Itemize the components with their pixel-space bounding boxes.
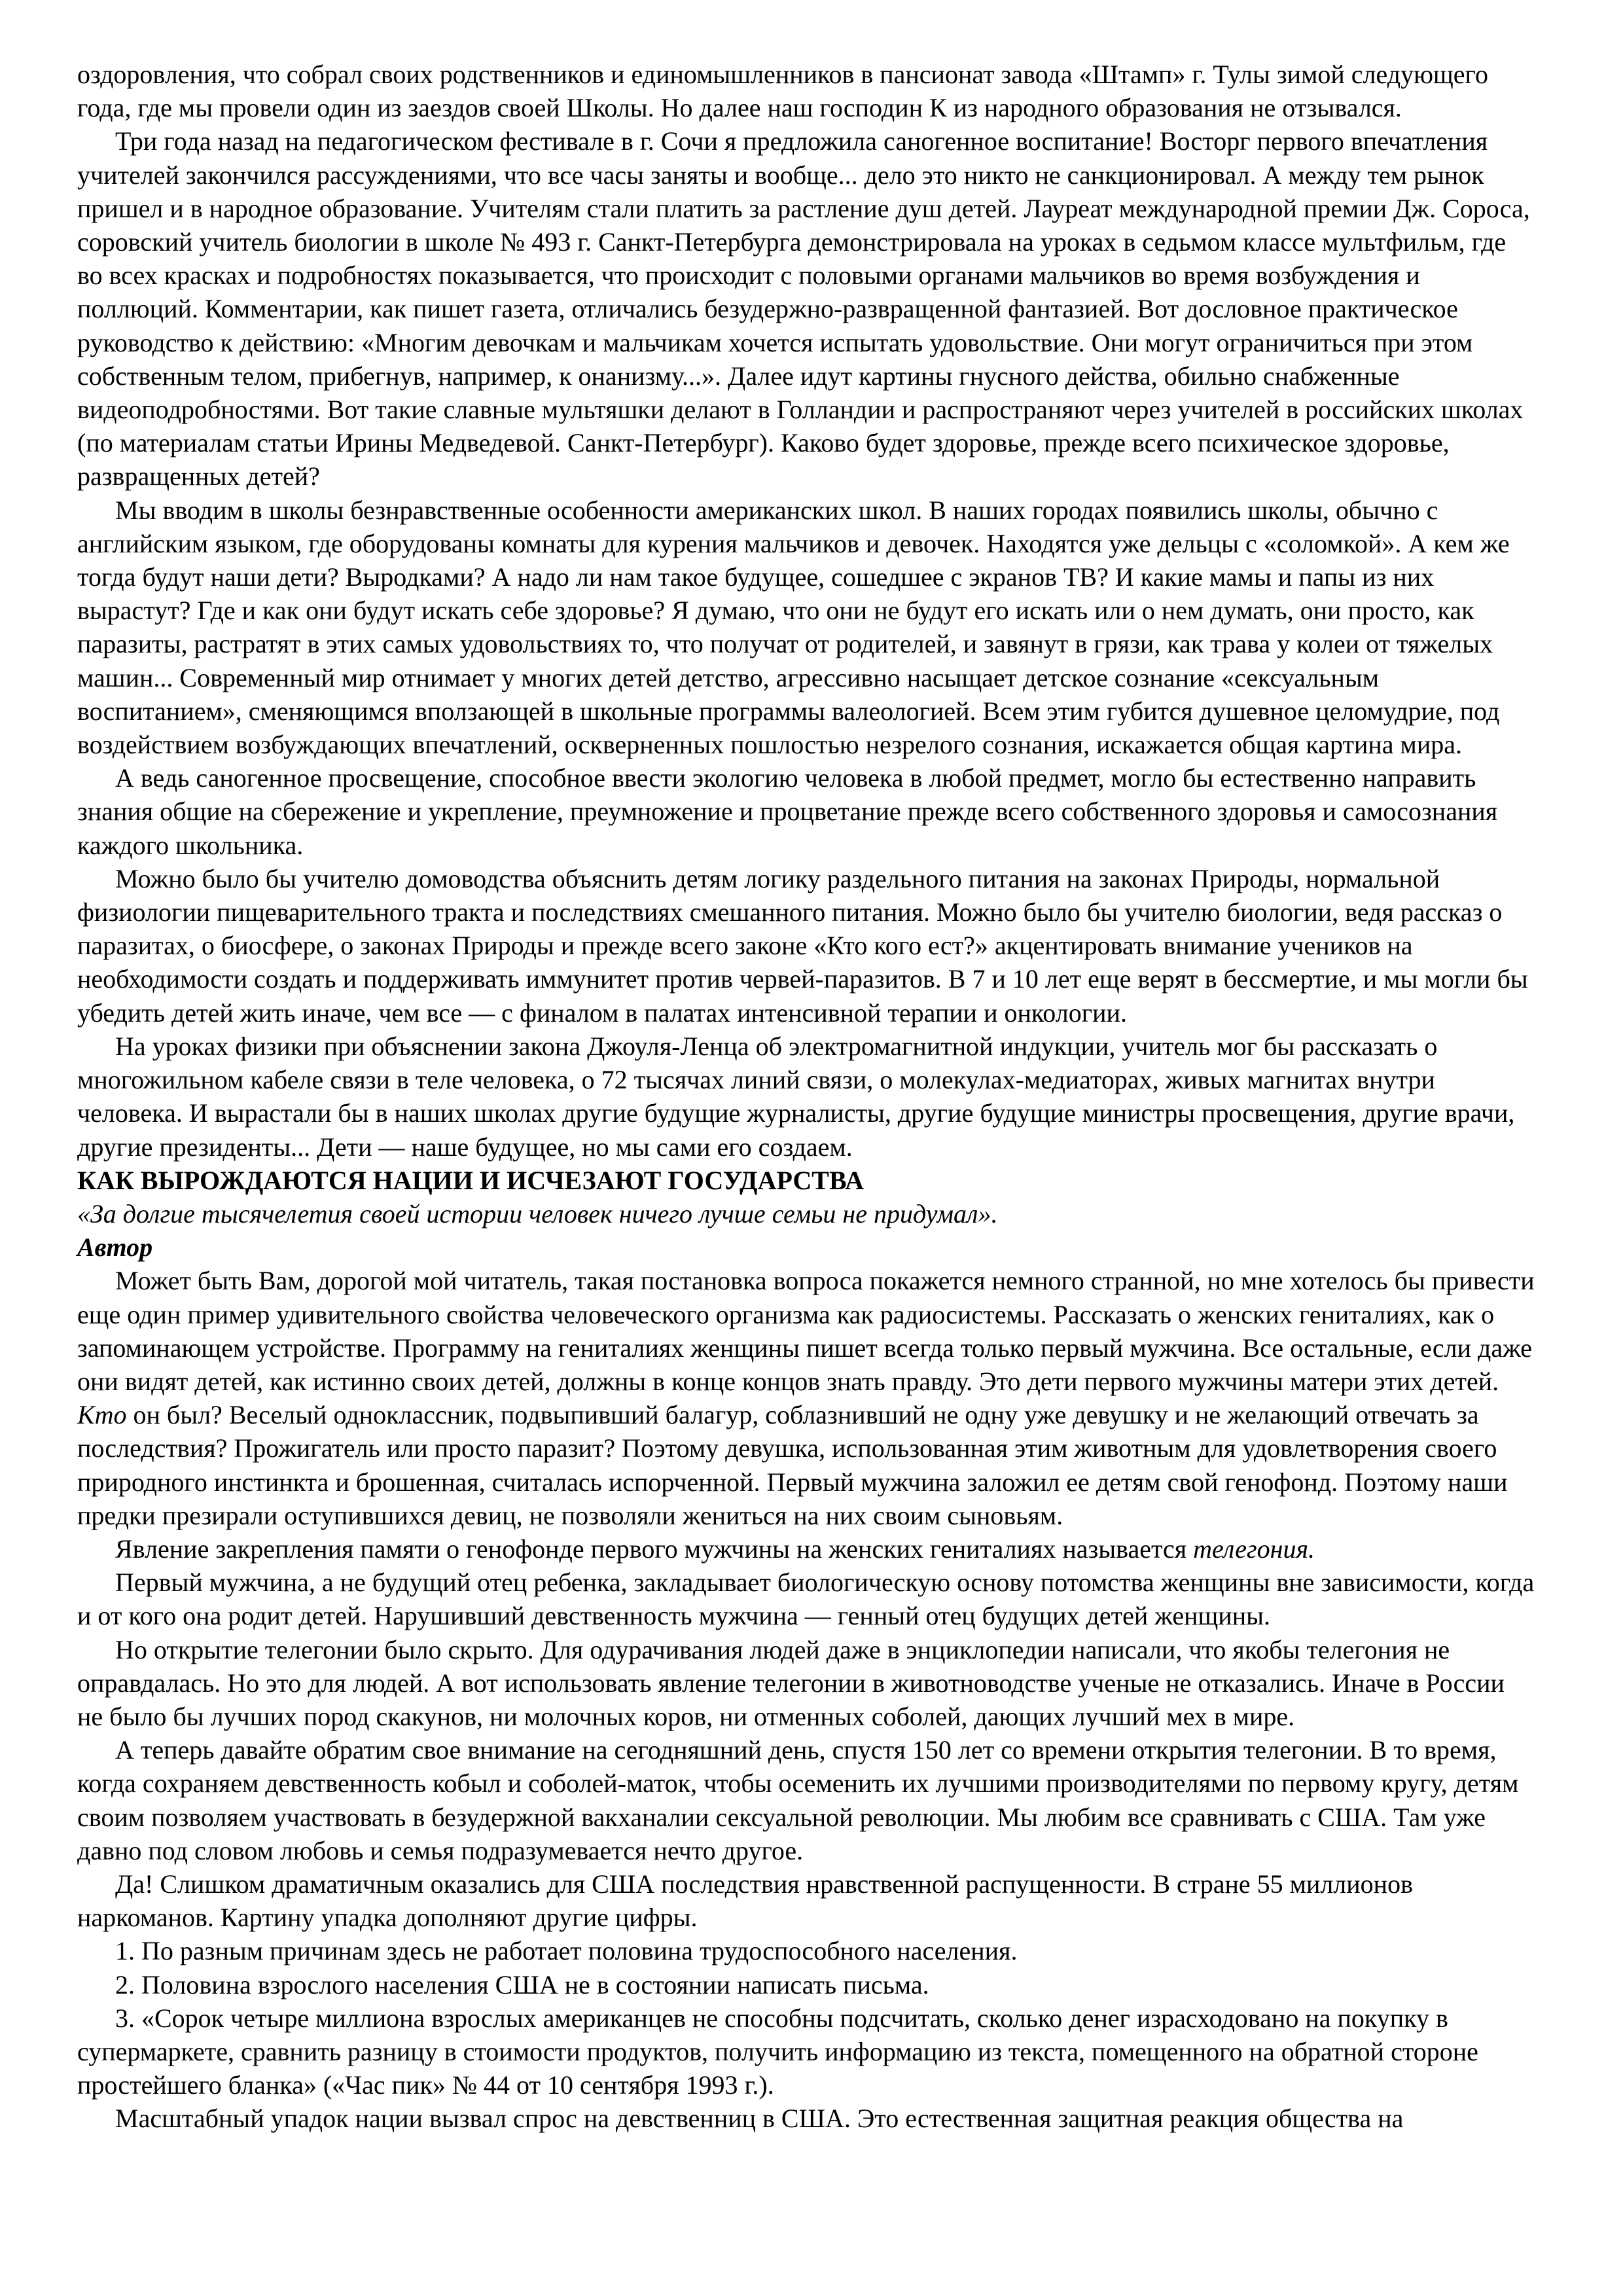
epigraph: «За долгие тысячелетия своей истории человек ничего лучше семьи не придумал». (77, 1198, 998, 1229)
paragraph-usa-consequences: Да! Слишком драматичным оказались для США последствия нравственной распущенности. В стране 55 миллионов наркоманов. Картину упадка дополняют другие цифры. (77, 1869, 1413, 1933)
paragraph-first-man (77, 1264, 1537, 1532)
paragraph-sanogenic-festival: Три года назад на педагогическом фестивале в г. Сочи я предложила саногенное воспитание! Восторг первого впечатления учителей закончился рассуждениями, что все часы заняты и вообще... дело это никто не санкционировал. А между тем рынок пришел и в народное образование. Учителям стали платить за растление душ детей. Лауреат международной премии Дж. Сороса, соровский учитель биологии в школе № 493 г. Санкт-Петербурга демонстрировала на уроках в седьмом классе мультфильм, где во всех красках и подробностях показывается, что происходит с половыми органами мальчиков во время возбуждения и поллюций. Комментарии, как пишет газета, отличались безудержно-развращенной фантазией. Вот дословное практическое руководство к действию: «Многим девочкам и мальчикам хочется испытать удовольствие. Они могут ограничиться при этом собственным телом, прибегнув, например, к онанизму...». Далее идут картины гнусного действа, обильно снабженные видеоподробностями. Вот такие славные мультяшки делают в Голландии и распространяют через учителей в российских школах (по материалам статьи Ирины Медведевой. Санкт-Петербург). Каково будет здоровье, прежде всего психическое здоровье, развращенных детей? (77, 126, 1530, 492)
paragraph-american-schools: Мы вводим в школы безнравственные особенности американских школ. В наших городах появились школы, обычно с английским языком, где оборудованы комнаты для курения мальчиков и девочек. Находятся уже дельцы с «соломкой». А кем же тогда будут наши дети? Выродками? А надо ли нам такое будущее, сошедшее с экранов ТВ? И какие мамы и папы из них вырастут? Где и как они будут искать себе здоровье? Я думаю, что они не будут его искать или о нем думать, они просто, как паразиты, растратят в этих самых удовольствиях то, что получат от родителей, и завянут в грязи, как трава у колеи от тяжелых машин... Современный мир отнимает у многих детей детство, агрессивно насыщает детское сознание «сексуальным воспитанием», сменяющимся вползающей в школьные программы валеологией. Всем этим губится душевное целомудрие, под воздействием возбуждающих впечатлений, оскверненных пошлостью незрелого сознания, искажается общая картина мира. (77, 495, 1510, 760)
paragraph-telegony-definition (77, 1532, 1537, 1566)
paragraph-sanogenic-education: А ведь саногенное просвещение, способное ввести экологию человека в любой предмет, могло бы естественно направить знания общие на сбережение и укрепление, преумножение и процветание прежде всего собственного здоровья и самосознания каждого школьника. (77, 763, 1498, 860)
list-item-2: 2. Половина взрослого населения США не в состоянии написать письма. (115, 1969, 929, 2000)
paragraph-first-man-part-1: Может быть Вам, дорогой мой читатель, такая постановка вопроса покажется немного странной, но мне хотелось бы привести еще один пример удивительного свойства человеческого организма как радиосистемы. Рассказать о женских гениталиях, как о запоминающем устройстве. Программу на гениталиях женщины пишет всегда только первый мужчина. Все остальные, если даже они видят детей, как истинно своих детей, должны в конце концов знать правду. Это дети первого мужчины матери этих детей. (77, 1266, 1535, 1396)
section-heading: КАК ВЫРОЖДАЮТСЯ НАЦИИ И ИСЧЕЗАЮТ ГОСУДАРСТВА (77, 1165, 864, 1195)
epigraph-author: Автор (77, 1232, 153, 1263)
paragraph-150-years: А теперь давайте обратим свое внимание на сегодняшний день, спустя 150 лет со времени открытия телегонии. В то время, когда сохраняем девственность кобыл и соболей-маток, чтобы осеменить их лучшими производителями по первому кругу, детям своим позволяем участвовать в безудержной вакханалии сексуальной революции. Мы любим все сравнивать с США. Там уже давно под словом любовь и семья подразумевается нечто другое. (77, 1735, 1519, 1865)
paragraph-home-economics: Можно было бы учителю домоводства объяснить детям логику раздельного питания на законах Природы, нормальной физиологии пищеварительного тракта и последствиях смешанного питания. Можно было бы учителю биологии, ведя рассказ о паразитах, о биосфере, о законах Природы и прежде всего законе «Кто кого ест?» акцентировать внимание учеников на необходимости создать и поддерживать иммунитет против червей-паразитов. В 7 и 10 лет еще верят в бессмертие, и мы могли бы убедить детей жить иначе, чем все — с финалом в палатах интенсивной терапии и онкологии. (77, 863, 1528, 1028)
telegony-definition-text: Явление закрепления памяти о генофонде первого мужчины на женских гениталиях называется (115, 1534, 1194, 1564)
paragraph-physics-lessons: На уроках физики при объяснении закона Джоуля-Ленца об электромагнитной индукции, учитель мог бы рассказать о многожильном кабеле связи в теле человека, о 72 тысячах линий связи, о молекулах-медиаторах, живых магнитах внутри человека. И вырастали бы в наших школах другие будущие журналисты, другие будущие министры просвещения, другие врачи, другие президенты... Дети — наше будущее, но мы сами его создаем. (77, 1031, 1515, 1162)
list-item-1: 1. По разным причинам здесь не работает половина трудоспособного населения. (115, 1936, 1018, 1966)
paragraph-continuation: оздоровления, что собрал своих родственников и единомышленников в пансионат завода «Штамп» г. Тулы зимой следующего года, где мы провели один из заездов своей Школы. Но далее наш господин К из народного образования не отзывался. (77, 60, 1488, 123)
telegony-term: телегония. (1193, 1534, 1315, 1564)
document-page (77, 58, 1537, 2136)
paragraph-biological-basis: Первый мужчина, а не будущий отец ребенка, закладывает биологическую основу потомства женщины вне зависимости, когда и от кого она родит детей. Нарушивший девственность мужчина — генный отец будущих детей женщины. (77, 1568, 1535, 1631)
paragraph-decline: Масштабный упадок нации вызвал спрос на девственниц в США. Это естественная защитная реакция общества на (115, 2104, 1404, 2134)
kto-emphasis: Кто (77, 1400, 127, 1430)
paragraph-first-man-part-2: он был? Веселый одноклассник, подвыпивший балагур, соблазнивший не одну уже девушку и не желающий отвечать за последствия? Прожигатель или просто паразит? Поэтому девушка, использованная этим животным для удовлетворения своего природного инстинкта и брошенная, считалась испорченной. Первый мужчина заложил ее детям свой генофонд. Поэтому наши предки презирали оступившихся девиц, не позволяли жениться на них своим сыновьям. (77, 1400, 1508, 1530)
list-item-3: 3. «Сорок четыре миллиона взрослых американцев не способны подсчитать, сколько денег израсходовано на покупку в супермаркете, сравнить разницу в стоимости продуктов, получить информацию из текста, помещенного на обратной стороне простейшего бланка» («Час пик» № 44 от 10 сентября 1993 г.). (77, 2003, 1478, 2100)
paragraph-telegony-hidden: Но открытие телегонии было скрыто. Для одурачивания людей даже в энциклопедии написали, что якобы телегония не оправдалась. Но это для людей. А вот использовать явление телегонии в животноводстве ученые не отказались. Иначе в России не было бы лучших пород скакунов, ни молочных коров, ни отменных соболей, дающих лучший мех в мире. (77, 1634, 1505, 1731)
